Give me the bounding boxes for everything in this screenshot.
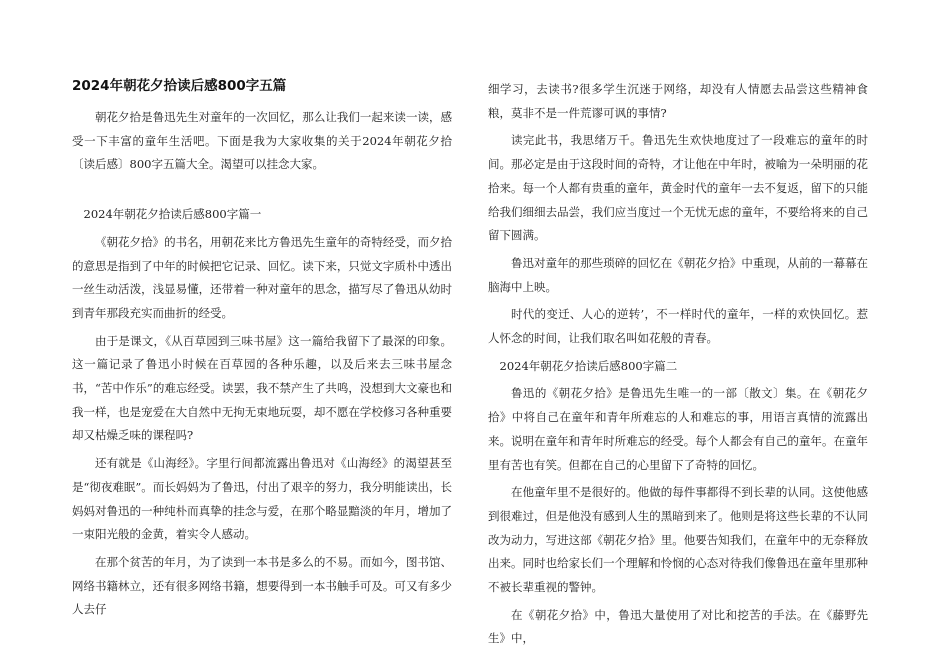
paragraph: 在他童年里不是很好的。他做的每件事都得不到长辈的认同。这使他感到很难过，但是他没有感到人生的黑暗到来了。他则是将这些长辈的不认同改为动力，写进这部《朝花夕拾》里。他要告知我们，在童年中的无奈释放出来。同时也给家长们一个理解和怜悯的心态对待我们像鲁迅在童年里那种不被长辈重视的警钟。 [488,485,868,595]
left-column [72,76,452,626]
section-heading-1: 2024年朝花夕拾读后感800字篇一 [83,207,262,222]
paragraph: 时代的变迁、人心的逆转’，不一样时代的童年，一样的欢快回忆。惹人怀念的时间，让我们取名叫如花般的青春。 [488,307,868,346]
document-title: 2024年朝花夕拾读后感800字五篇 [72,78,287,94]
section-heading-2: 2024年朝花夕拾读后感800字篇二 [499,358,678,373]
paragraph: 在《朝花夕拾》中，鲁迅大量使用了对比和挖苦的手法。在《藤野先生》中， [488,607,868,646]
intro-paragraph: 朝花夕拾是鲁迅先生对童年的一次回忆，那么让我们一起来读一读，感受一下丰富的童年生活吧。下面是我为大家收集的关于2024年朝花夕拾〔读后感〕800字五篇大全。渴望可以挂念大家。 [72,110,452,172]
paragraph: 读完此书，我思绪万千。鲁迅先生欢快地度过了一段难忘的童年的时间。那必定是由于这段时间的奇特，才让他在中年时，被喻为一朵明丽的花拾来。每一个人都有贵重的童年，黄金时代的童年一去不复返，留下的只能给我们细细去品尝，我们应当度过一个无忧无虑的童年，不要给将来的自己留下圆满。 [488,133,868,243]
paragraph: 鲁迅的《朝花夕拾》是鲁迅先生唯一的一部〔散文〕集。在《朝花夕拾》中将自己在童年和青年所难忘的人和难忘的事，用语言真情的流露出来。说明在童年和青年时所难忘的经受。每个人都会有自己的童年。在童年里有苦也有笑。但都在自己的心里留下了奇特的回忆。 [488,386,868,472]
paragraph: 由于是课文，《从百草园到三味书屋》这一篇给我留下了最深的印象。这一篇记录了鲁迅小时候在百草园的各种乐趣，以及后来去三味书屋念书，“苦中作乐”的难忘经受。读罢，我不禁产生了共鸣，没想到大文豪也和我一样，也是宠爱在大自然中无拘无束地玩耍，却不愿在学校修习各种重要却又枯燥乏味的课程吗? [72,333,452,443]
paragraph: 鲁迅对童年的那些琐碎的回忆在《朝花夕拾》中重现，从前的一幕幕在脑海中上映。 [488,255,868,294]
paragraph: 《朝花夕拾》的书名，用朝花来比方鲁迅先生童年的奇特经受，而夕拾的意思是指到了中年的时候把它记录、回忆。读下来，只觉文字质朴中透出一丝生动活泼，浅显易懂，还带着一种对童年的思念，描写尽了鲁迅从幼时到青年那段充实而曲折的经受。 [72,234,452,320]
paragraph: 还有就是《山海经》。字里行间都流露出鲁迅对《山海经》的渴望甚至是“彻夜难眠”。而长妈妈为了鲁迅，付出了艰辛的努力，我分明能读出，长妈妈对鲁迅的一种纯朴而真挚的挂念与爱，在那个略显黯淡的年月，增加了一束阳光般的金黄，着实令人感动。 [72,456,452,542]
continued-paragraph: 细学习，去读书?很多学生沉迷于网络，却没有人情愿去品尝这些精神食粮，莫非不是一件荒谬可讽的事情? [488,82,868,120]
right-column [488,78,868,655]
paragraph: 在那个贫苦的年月，为了读到一本书是多么的不易。而如今，图书馆、网络书籍林立，还有很多网络书籍，想要得到一本书触手可及。可又有多少人去仔 [72,554,452,617]
